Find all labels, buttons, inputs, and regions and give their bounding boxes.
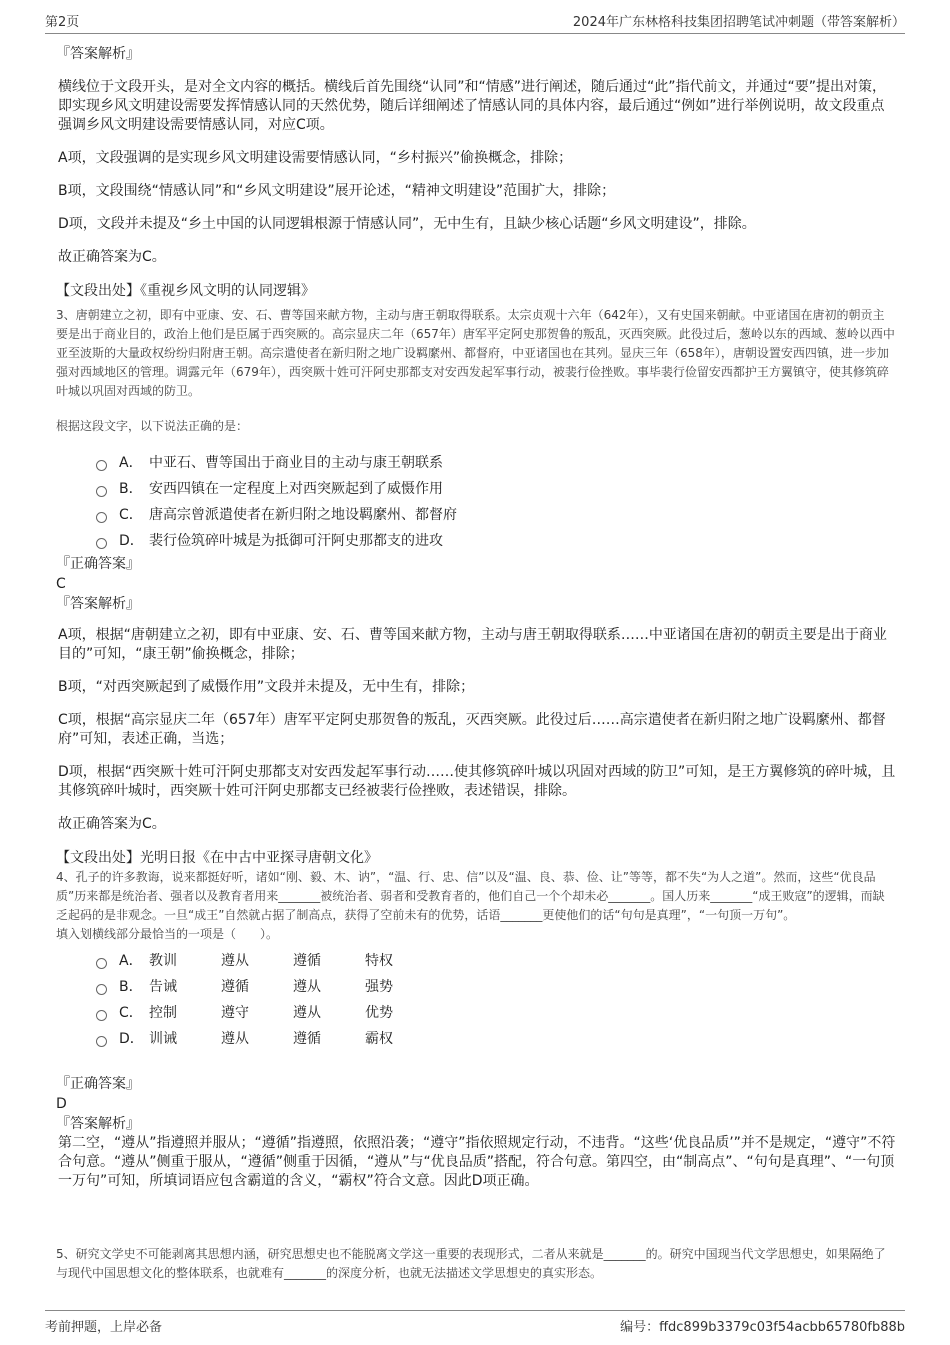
option-a[interactable]: A． 教训 遵从 遵循 特权 xyxy=(96,948,896,974)
analysis-option-d: D项，根据“西突厥十姓可汗阿史那都支对安西发起军事行动……使其修筑碎叶城以巩固对西域的防卫”可知，是王方翼修筑的碎叶城，且其修筑碎叶城时，西突厥十姓可汗阿史那都支已经被裴行俭挫败，表述错误，排除。 xyxy=(58,764,896,799)
radio-icon[interactable] xyxy=(96,460,107,471)
question-4 xyxy=(56,868,896,1205)
analysis-conclusion: 故正确答案为C。 xyxy=(58,249,166,265)
correct-answer: D xyxy=(56,1096,67,1112)
page-footer xyxy=(45,1310,905,1335)
analysis-text: 横线位于文段开头，是对全文内容的概括。横线后首先围绕“认同”和“情感”进行阐述，随后通过“此”指代前文，并通过“要”提出对策，即实现乡风文明建设需要发挥情感认同的天然优势，随后详细阐述了情感认同的具体内容，最后通过“例如”进行举例说明，故文段重点强调乡风文明建设需要情感认同，对应C项。 xyxy=(58,79,887,133)
analysis-option-b: B项，文段围绕“情感认同”和“乡风文明建设”展开论述，“精神文明建设”范围扩大，排除； xyxy=(58,183,616,199)
analysis-option-b: B项，“对西突厥起到了威慑作用”文段并未提及，无中生有，排除； xyxy=(58,679,475,695)
option-c[interactable]: C． 唐高宗曾派遣使者在新归附之地设羁縻州、都督府 xyxy=(96,502,896,528)
radio-icon[interactable] xyxy=(96,1010,107,1021)
page-header xyxy=(45,8,905,34)
question-5 xyxy=(56,1245,896,1283)
radio-icon[interactable] xyxy=(96,958,107,969)
radio-icon[interactable] xyxy=(96,984,107,995)
analysis-label: 『答案解析』 xyxy=(56,1116,140,1132)
radio-icon[interactable] xyxy=(96,538,107,549)
option-a[interactable]: A． 中亚石、曹等国出于商业目的主动与康王朝联系 xyxy=(96,450,896,476)
analysis-label: 『答案解析』 xyxy=(56,596,140,612)
footer-slogan: 考前押题，上岸必备 xyxy=(45,1320,163,1335)
option-b[interactable]: B． 安西四镇在一定程度上对西突厥起到了威慑作用 xyxy=(96,476,896,502)
analysis-option-a: A项，文段强调的是实现乡风文明建设需要情感认同，“乡村振兴”偷换概念，排除； xyxy=(58,150,573,166)
analysis-text: 第二空，“遵从”指遵照并服从；“遵循”指遵照，依照沿袭；“遵守”指依照规定行动，不违背。“这些‘优良品质’”并不是规定，“遵守”不符合句意。“遵从”侧重于服从，“遵循”侧重于因循，“遵从”与“优良品质”搭配，符合句意。第四空，由“制高点”、“句句是真理”、“一句顶一万句”可知，所填词语应包含霸道的含义，“霸权”符合文意。因此D项正确。 xyxy=(58,1135,896,1189)
correct-answer-label: 『正确答案』 xyxy=(56,1076,140,1092)
radio-icon[interactable] xyxy=(96,512,107,523)
question-stem: 4、孔子的许多教诲，说来都挺好听，诸如“刚、毅、木、讷”，“温、行、忠、信”以及“温、良、恭、俭、让”等等，都不失“为人之道”。然而，这些“优良品质”历来都是统治者、强者以及教育者用来_______被统治者、弱者和受教育者的，他们自己一个个却未必_______。国人历来_______“成王败寇”的逻辑，而缺乏起码的是非观念。一旦“成王”自然就占据了制高点，获得了空前未有的优势，话语_______更使他们的话“句句是真理”，“一句顶一万句”。 xyxy=(56,870,885,922)
question-stem: 5、研究文学史不可能剥离其思想内涵，研究思想史也不能脱离文学这一重要的表现形式，二者从来就是_______的。研究中国现当代文学思想史，如果隔绝了与现代中国思想文化的整体联系，也就难有_______的深度分析，也就无法描述文学思想史的真实形态。 xyxy=(56,1247,886,1280)
analysis-option-d: D项，文段并未提及“乡土中国的认同逻辑根源于情感认同”，无中生有，且缺少核心话题“乡风文明建设”，排除。 xyxy=(58,216,756,232)
question-3 xyxy=(56,306,896,868)
correct-answer-label: 『正确答案』 xyxy=(56,556,140,572)
option-c[interactable]: C． 控制 遵守 遵从 优势 xyxy=(96,1000,896,1026)
source-citation: 【文段出处】《重视乡风文明的认同逻辑》 xyxy=(56,283,315,299)
question-prompt: 根据这段文字，以下说法正确的是： xyxy=(56,419,249,433)
option-b[interactable]: B． 告诫 遵循 遵从 强势 xyxy=(96,974,896,1000)
document-id: 编号：ffdc899b3379c03f54acbb65780fb88b xyxy=(620,1320,905,1335)
option-d[interactable]: D． 裴行俭筑碎叶城是为抵御可汗阿史那都支的进攻 xyxy=(96,528,896,554)
analysis-label: 『答案解析』 xyxy=(56,46,140,62)
analysis-option-a: A项，根据“唐朝建立之初，即有中亚康、安、石、曹等国来献方物，主动与唐王朝取得联系……中亚诸国在唐初的朝贡主要是出于商业目的”可知，“康王朝”偷换概念，排除； xyxy=(58,627,887,662)
radio-icon[interactable] xyxy=(96,1036,107,1047)
document-title: 2024年广东林格科技集团招聘笔试冲刺题（带答案解析） xyxy=(572,15,905,30)
page-number: 第2页 xyxy=(45,15,80,30)
option-d[interactable]: D． 训诫 遵从 遵循 霸权 xyxy=(96,1026,896,1052)
question-2-analysis xyxy=(56,44,896,301)
question-prompt: 填入划横线部分最恰当的一项是（ ）。 xyxy=(56,927,279,941)
correct-answer: C xyxy=(56,576,66,592)
radio-icon[interactable] xyxy=(96,486,107,497)
question-stem: 3、唐朝建立之初，即有中亚康、安、石、曹等国来献方物，主动与唐王朝取得联系。太宗贞观十六年（642年），又有史国来朝献。中亚诸国在唐初的朝贡主要是出于商业目的，政治上他们是臣属于西突厥的。高宗显庆二年（657年）唐军平定阿史那贺鲁的叛乱，灭西突厥。此役过后，葱岭以东的西域、葱岭以西中亚至波斯的大量政权纷纷归附唐王朝。高宗遣使者在新归附之地广设羁縻州、都督府，中亚诸国也在其列。显庆三年（658年），唐朝设置安西四镇，进一步加强对西域地区的管理。调露元年（679年），西突厥十姓可汗阿史那都支对安西发起军事行动，被裴行俭挫败。事毕裴行俭留安西都护王方翼镇守，使其修筑碎叶城以巩固对西域的防卫。 xyxy=(56,308,895,398)
analysis-option-c: C项，根据“高宗显庆二年（657年）唐军平定阿史那贺鲁的叛乱，灭西突厥。此役过后……高宗遣使者在新归附之地广设羁縻州、都督府”可知，表述正确，当选； xyxy=(58,712,886,747)
source-citation: 【文段出处】光明日报《在中古中亚探寻唐朝文化》 xyxy=(56,850,378,866)
analysis-conclusion: 故正确答案为C。 xyxy=(58,816,166,832)
